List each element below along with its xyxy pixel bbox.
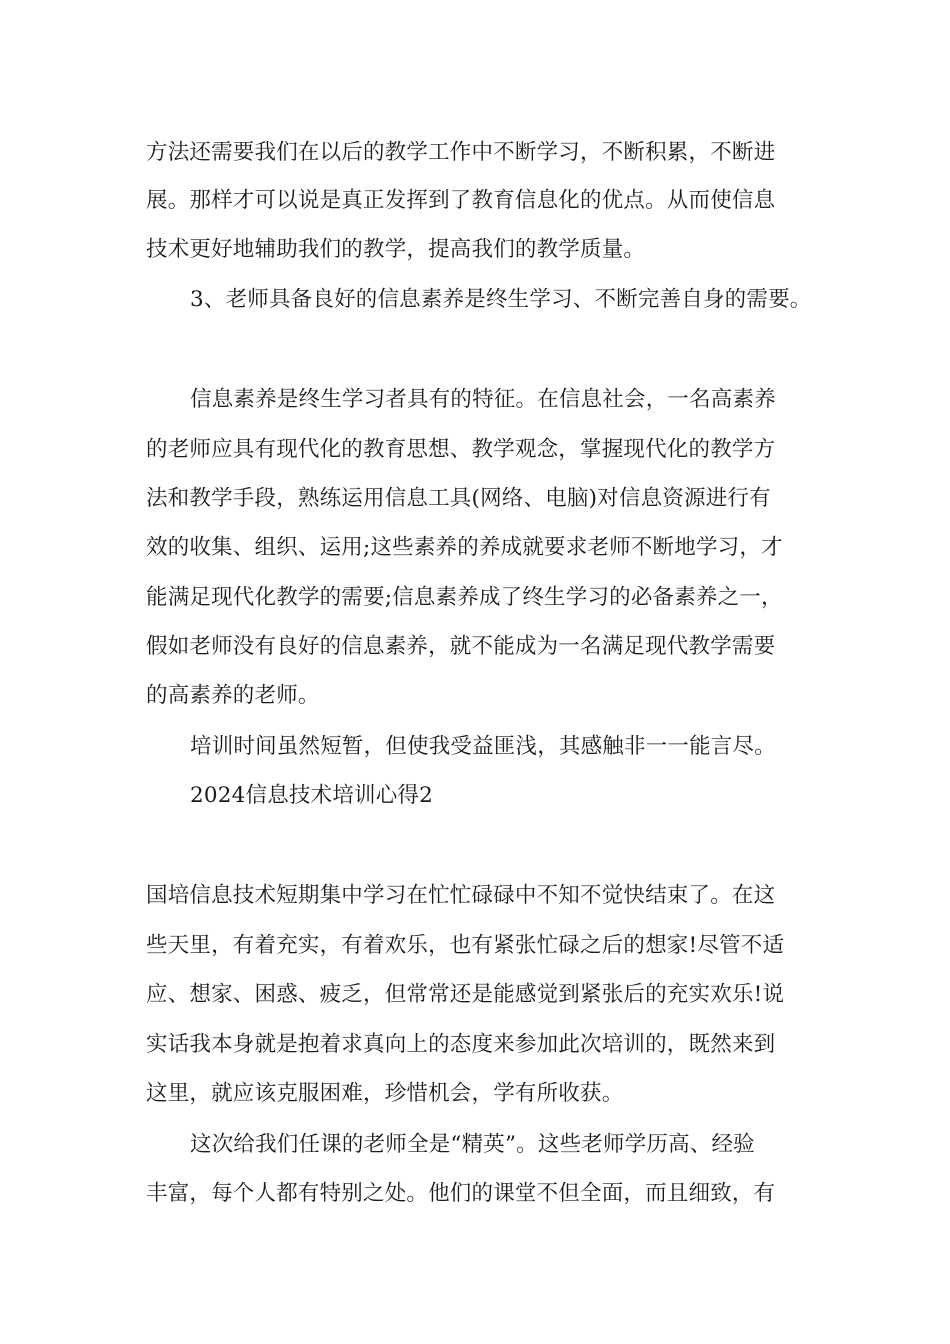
text-line: 实话我本身就是抱着求真向上的态度来参加此次培训的，既然来到: [146, 1032, 776, 1057]
text-line: 的高素养的老师。: [146, 683, 320, 708]
text-line: 的老师应具有现代化的教育思想、教学观念，掌握现代化的教学方: [146, 437, 776, 462]
text-line: 些天里，有着充实，有着欢乐，也有紧张忙碌之后的想家!尽管不适: [146, 933, 785, 958]
text-line: 培训时间虽然短暂，但使我受益匪浅，其感触非一一能言尽。: [190, 734, 776, 759]
text-line: 技术更好地辅助我们的教学，提高我们的教学质量。: [146, 237, 646, 262]
text-line: 方法还需要我们在以后的教学工作中不断学习，不断积累，不断进: [146, 140, 776, 165]
text-line: 国培信息技术短期集中学习在忙忙碌碌中不知不觉快结束了。在这: [146, 883, 776, 908]
text-line: 应、想家、困惑、疲乏，但常常还是能感觉到紧张后的充实欢乐!说: [146, 982, 785, 1007]
text-line: 信息素养是终生学习者具有的特征。在信息社会，一名高素养: [190, 387, 776, 412]
text-line: 丰富，每个人都有特别之处。他们的课堂不但全面，而且细致，有: [146, 1181, 776, 1206]
text-line: 展。那样才可以说是真正发挥到了教育信息化的优点。从而使信息: [146, 188, 776, 213]
text-line: 这里，就应该克服困难，珍惜机会，学有所收获。: [146, 1081, 624, 1106]
text-line: 能满足现代化教学的需要;信息素养成了终生学习的必备素养之一，: [146, 585, 783, 610]
text-line: 这次给我们任课的老师全是“精英”。这些老师学历高、经验: [190, 1132, 755, 1157]
text-line: 效的收集、组织、运用;这些素养的养成就要求老师不断地学习，才: [146, 535, 783, 560]
text-line: 假如老师没有良好的信息素养，就不能成为一名满足现代教学需要: [146, 634, 776, 659]
section-title: 2024信息技术培训心得2: [190, 783, 433, 808]
text-line: 法和教学手段，熟练运用信息工具(网络、电脑)对信息资源进行有: [146, 486, 771, 511]
list-item-heading: 3、老师具备良好的信息素养是终生学习、不断完善自身的需要。: [190, 287, 812, 312]
